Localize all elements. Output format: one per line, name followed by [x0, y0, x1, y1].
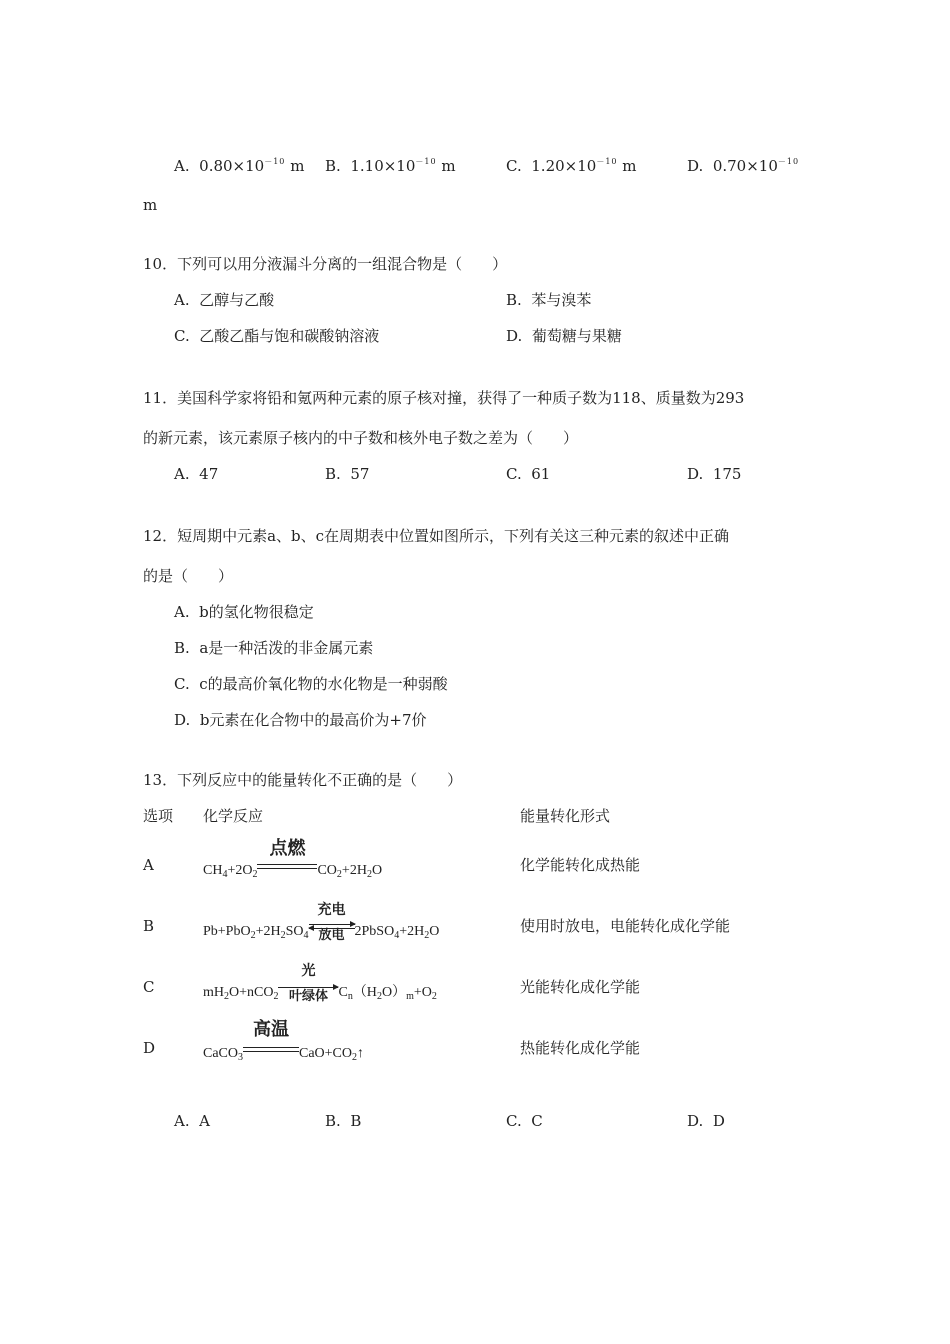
q9-option-c[interactable]: C. $1.20\times 10^{-10}$ m — [506, 157, 637, 175]
q12-option-b[interactable]: B. a是一种活泼的非金属元素 — [174, 639, 374, 657]
row-a-label: A — [143, 856, 154, 874]
q9-option-d-unit: m — [143, 196, 158, 214]
q12-option-a[interactable]: A. b的氢化物很稳定 — [174, 603, 314, 621]
q9-option-d[interactable]: D. $0.70\times 10^{-10}$ — [687, 157, 800, 175]
q11-option-a[interactable]: A. 47 — [174, 465, 219, 483]
condition-high-temp: 高温 — [243, 1039, 299, 1057]
q10-stem: 10．下列可以用分液漏斗分离的一组混合物是（ ） — [143, 255, 508, 273]
q9-option-b[interactable]: B. $1.10\times 10^{-10}$ m — [325, 157, 456, 175]
row-b-label: B — [143, 917, 155, 935]
row-a-reaction: $CH_4+2O_2$ 点燃 $CO_2+2H_2O$ — [203, 838, 383, 880]
row-a-energy: 化学能转化成热能 — [520, 856, 641, 874]
q11-stem-line1: 11．美国科学家将铅和氪两种元素的原子核对撞，获得了一种质子数为118、质量数为293 — [143, 389, 745, 407]
q10-option-b[interactable]: B. 苯与溴苯 — [506, 291, 592, 309]
q12-stem-line2: 的是（ ） — [143, 567, 234, 585]
table-header-reaction: 化学反应 — [203, 807, 264, 825]
table-header-option: 选项 — [143, 807, 174, 825]
q11-option-b[interactable]: B. 57 — [325, 465, 370, 483]
q9-option-a[interactable]: A. $0.80\times 10^{-10}$ m — [174, 157, 305, 175]
row-b-energy: 使用时放电，电能转化成化学能 — [520, 917, 731, 935]
q11-option-d[interactable]: D. 175 — [687, 465, 742, 483]
q12-option-d[interactable]: D. b元素在化合物中的最高价为+7价 — [174, 711, 427, 729]
condition-ignite: 点燃 — [257, 856, 317, 874]
q13-stem: 13．下列反应中的能量转化不正确的是（ ） — [143, 771, 463, 789]
row-d-label: D — [143, 1039, 156, 1057]
q13-option-c[interactable]: C. C — [506, 1112, 543, 1130]
condition-light: 光 叶绿体 — [278, 978, 338, 996]
condition-reversible: 充电 放电 — [309, 917, 355, 935]
row-c-energy: 光能转化成化学能 — [520, 978, 641, 996]
q10-option-d[interactable]: D. 葡萄糖与果糖 — [506, 327, 622, 345]
q11-option-c[interactable]: C. 61 — [506, 465, 551, 483]
row-b-reaction: $Pb+PbO_2+2H_2SO_4$ 充电 放电 $2PbSO_4+2H_2O$ — [203, 902, 440, 943]
row-d-reaction: CaCO$_3$ 高温 $CaO+CO_2↑$ — [203, 1019, 365, 1063]
q12-option-c[interactable]: C. c的最高价氧化物的水化物是一种弱酸 — [174, 675, 448, 693]
row-c-reaction: $mH_2O+nCO_2$ 光 叶绿体 $C_n(H_2O)_m+O_2$ — [203, 963, 437, 1004]
table-header-energy: 能量转化形式 — [520, 807, 611, 825]
row-d-energy: 热能转化成化学能 — [520, 1039, 641, 1057]
row-c-label: C — [143, 978, 155, 996]
q10-option-c[interactable]: C. 乙酸乙酯与饱和碳酸钠溶液 — [174, 327, 380, 345]
q13-option-d[interactable]: D. D — [687, 1112, 725, 1130]
q12-stem-line1: 12．短周期中元素a、b、c在周期表中位置如图所示，下列有关这三种元素的叙述中正确 — [143, 527, 730, 545]
q13-option-b[interactable]: B. B — [325, 1112, 362, 1130]
q11-stem-line2: 的新元素，该元素原子核内的中子数和核外电子数之差为（ ） — [143, 429, 579, 447]
q13-option-a[interactable]: A. A — [174, 1112, 210, 1130]
q10-option-a[interactable]: A. 乙醇与乙酸 — [174, 291, 275, 309]
